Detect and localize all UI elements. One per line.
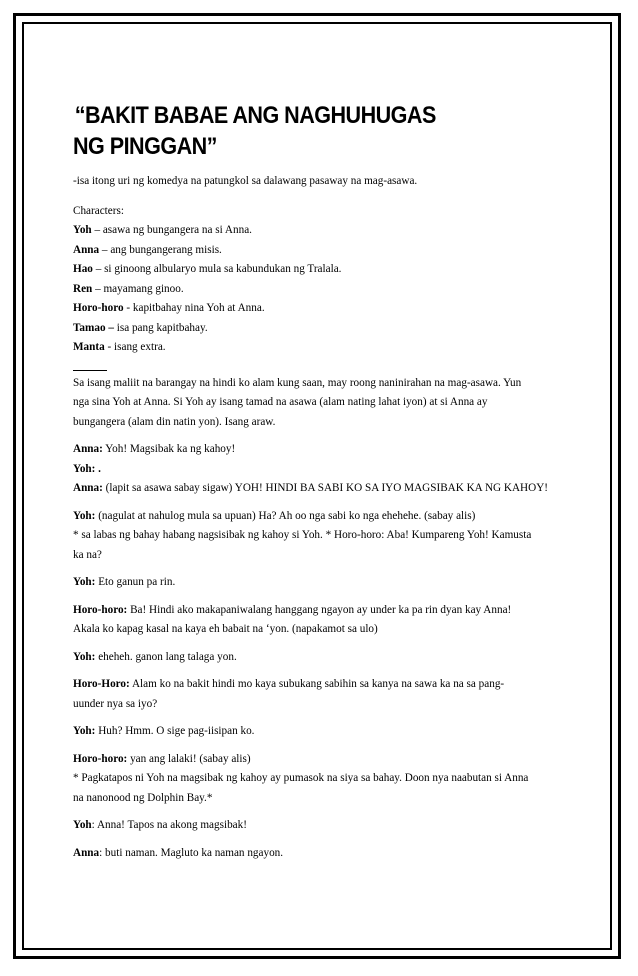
character-item xyxy=(73,338,573,358)
character-item xyxy=(73,319,573,339)
character-list xyxy=(73,221,573,358)
speaker: Horo-horo: xyxy=(73,752,128,765)
speaker: Anna: xyxy=(73,443,103,455)
character-item xyxy=(73,280,573,300)
title-line-2: NG PINGGAN” xyxy=(73,133,217,160)
dialogue-line: Horo-horo: yan ang lalaki! (sabay alis) xyxy=(73,752,251,765)
character-name: Tamao – xyxy=(73,321,114,334)
dialogue-line xyxy=(73,460,573,480)
dialogue-line: Yoh: Anna! Tapos na akong magsibak! xyxy=(73,819,247,831)
stage-direction: * Pagkatapos ni Yoh na magsibak ng kahoy ay pumasok na siya sa bahay. Doon nya naabutan si Anna xyxy=(73,772,529,784)
character-name: Anna xyxy=(73,243,100,256)
title-line-1: “BAKIT BABAE ANG NAGHUHUGAS xyxy=(74,102,436,129)
character-desc: – mayamang ginoo. xyxy=(92,282,184,295)
speaker: Anna xyxy=(73,846,100,859)
speaker: Yoh: . xyxy=(73,462,101,475)
speaker: Horo-horo: xyxy=(73,603,128,616)
speaker: Yoh xyxy=(73,819,92,831)
intro-line-2: nga sina Yoh at Anna. Si Yoh ay isang tamad na asawa (alam nating lahat iyon) at si Anna ay xyxy=(73,396,488,408)
dialogue-line: Anna: buti naman. Magluto ka naman ngayon. xyxy=(73,846,284,859)
character-desc: isa pang kapitbahay. xyxy=(113,321,208,334)
document-body xyxy=(73,100,573,863)
speaker: Yoh: xyxy=(73,509,96,522)
character-desc: – ang bungangerang misis. xyxy=(99,243,222,256)
speaker: Horo-Horo: xyxy=(73,678,130,690)
speaker: Anna: xyxy=(73,482,103,494)
dialogue-line: Yoh: Eto ganun pa rin. xyxy=(73,576,176,588)
character-item xyxy=(73,221,573,241)
character-item xyxy=(73,260,573,280)
character-desc: – asawa ng bungangera na si Anna. xyxy=(91,224,252,236)
speaker: Yoh: xyxy=(73,725,96,737)
character-item xyxy=(73,241,573,261)
dialogue-line: Horo-Horo: Alam ko na bakit hindi mo kaya subukang sabihin sa kanya na sawa ka na sa pang- xyxy=(73,678,505,690)
dialogue-line: Horo-horo: Ba! Hindi ako makapaniwalang hanggang ngayon ay under ka pa rin dyan kay Anna! xyxy=(73,603,512,616)
characters-heading: Characters: xyxy=(73,204,124,217)
document-title xyxy=(73,100,573,162)
intro-line-3: bungangera (alam din natin yon). Isang araw. xyxy=(73,415,276,428)
stage-direction: ka na? xyxy=(73,548,102,561)
intro-line-1: Sa isang maliit na barangay na hindi ko alam kung saan, may roong naninirahan na mag-asawa. Yun xyxy=(73,376,522,389)
subtitle: -isa itong uri ng komedya na patungkol sa dalawang pasaway na mag-asawa. xyxy=(73,175,418,187)
speaker: Yoh: xyxy=(73,576,96,588)
dialogue-continuation: Akala ko kapag kasal na kaya eh babait na ‘yon. (napakamot sa ulo) xyxy=(73,623,378,635)
section-divider xyxy=(73,358,107,371)
stage-direction: * sa labas ng bahay habang nagsisibak ng kahoy si Yoh. * Horo-horo: Aba! Kumpareng Yoh! Kamusta xyxy=(73,529,532,541)
character-name: Ren xyxy=(73,282,93,295)
character-name: Manta xyxy=(73,341,105,353)
dialogue-line: Yoh: eheheh. ganon lang talaga yon. xyxy=(73,650,237,663)
character-name: Horo-horo xyxy=(73,302,124,314)
character-desc: – si ginoong albularyo mula sa kabundukan ng Tralala. xyxy=(92,263,342,275)
dialogue-continuation: uunder nya sa iyo? xyxy=(73,697,158,710)
stage-direction: na nanonood ng Dolphin Bay.* xyxy=(73,791,213,804)
speaker: Yoh: xyxy=(73,650,96,663)
dialogue-line: Yoh: (nagulat at nahulog mula sa upuan) Ha? Ah oo nga sabi ko nga ehehehe. (sabay alis) xyxy=(73,509,476,522)
character-desc: - kapitbahay nina Yoh at Anna. xyxy=(123,302,265,314)
character-name: Hao xyxy=(73,263,93,275)
dialogue-line: Anna: Yoh! Magsibak ka ng kahoy! xyxy=(73,443,236,455)
dialogue-line: Anna: (lapit sa asawa sabay sigaw) YOH! HINDI BA SABI KO SA IYO MAGSIBAK KA NG KAHOY! xyxy=(73,482,549,494)
character-name: Yoh xyxy=(73,224,92,236)
character-item xyxy=(73,299,573,319)
dialogue-line: Yoh: Huh? Hmm. O sige pag-iisipan ko. xyxy=(73,725,255,737)
character-desc: - isang extra. xyxy=(104,341,166,353)
